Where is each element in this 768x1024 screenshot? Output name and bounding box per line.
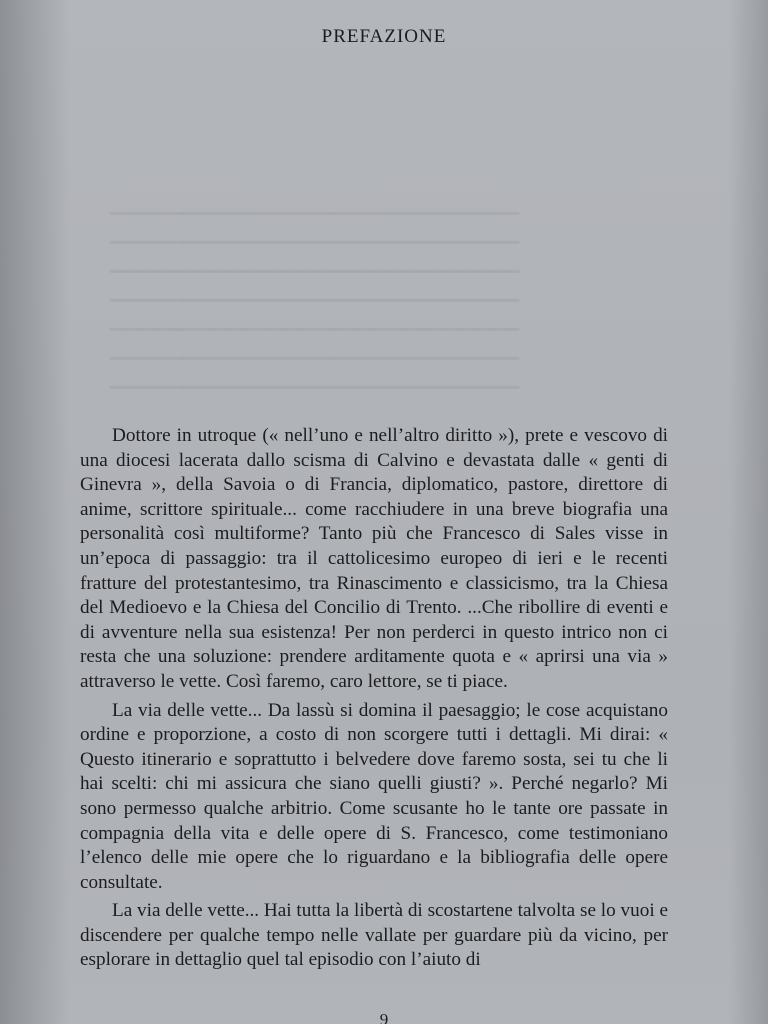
paragraph-1: Dottore in utroque (« nell’uno e nell’altro diritto »), prete e vescovo di una diocesi lacerata dallo scisma di Calvino e devastata dalle « genti di Ginevra », della Savoia o di Francia, diplomatico, pastore, direttore di anime, scrittore spirituale... come racchiudere in una breve biografia una personalità così multiforme? Tanto più che Francesco di Sales visse in un’epoca di passaggio: tra il cattolicesimo europeo di ieri e le recenti fratture del protestantesimo, tra Rinascimento e classicismo, tra la Chiesa del Medioevo e la Chiesa del Concilio di Trento. ...Che ribollire di eventi e di avventure nella sua esistenza! Per non perderci in questo intrico non ci resta che una soluzione: prendere arditamente quota e « aprirsi una via » attraverso le vette. Così faremo, caro lettore, se ti piace. <box>80 425 668 692</box>
page-number: 9 <box>379 1010 389 1024</box>
paragraph-3: La via delle vette... Hai tutta la libertà di scostartene talvolta se lo vuoi e discendere per qualche tempo nelle vallate per guardare più da vicino, per esplorare in dettaglio quel tal episodio con l’aiuto di <box>80 900 668 971</box>
bleed-through-texture: ▁▁▁▁▁▁▁▁▁▁▁▁▁▁▁▁▁▁▁▁▁▁▁▁▁▁▁▁ ▁▁▁▁▁▁▁▁▁▁▁▁▁▁▁▁▁▁▁▁▁▁▁▁▁▁▁▁ ▁▁▁▁▁▁▁▁▁▁▁▁▁▁▁▁▁▁▁▁▁▁▁▁▁▁▁▁ ▁▁▁▁▁▁▁▁▁▁▁▁▁▁▁▁▁▁▁▁▁▁▁▁▁▁▁▁ ▁▁▁▁▁▁▁▁▁▁▁▁▁▁▁▁▁▁▁▁▁▁▁▁▁▁▁▁ ▁▁▁▁▁▁▁▁▁▁▁▁▁▁▁▁▁▁▁▁▁▁▁▁▁▁▁▁ ▁▁▁▁▁▁▁▁▁▁▁▁▁▁▁▁▁▁▁▁▁▁▁▁▁▁▁▁ <box>110 194 520 389</box>
preface-body <box>80 424 668 973</box>
paragraph-2: La via delle vette... Da lassù si domina il paesaggio; le cose acquistano ordine e proporzione, a costo di non scorgere tutti i dettagli. Mi dirai: « Questo itinerario e soprattutto i belvedere dove faremo sosta, sei tu che li hai scelti: chi mi assicura che siano quelli giusti? ». Perché negarlo? Mi sono permesso qualche arbitrio. Come scusante ho le tante ore passate in compagnia della vita e delle opere di S. Francesco, come testimoniano l’elenco delle mie opere che lo riguardano e la bibliografia delle opere consultate. <box>80 699 668 893</box>
page-title: PREFAZIONE <box>321 26 447 47</box>
